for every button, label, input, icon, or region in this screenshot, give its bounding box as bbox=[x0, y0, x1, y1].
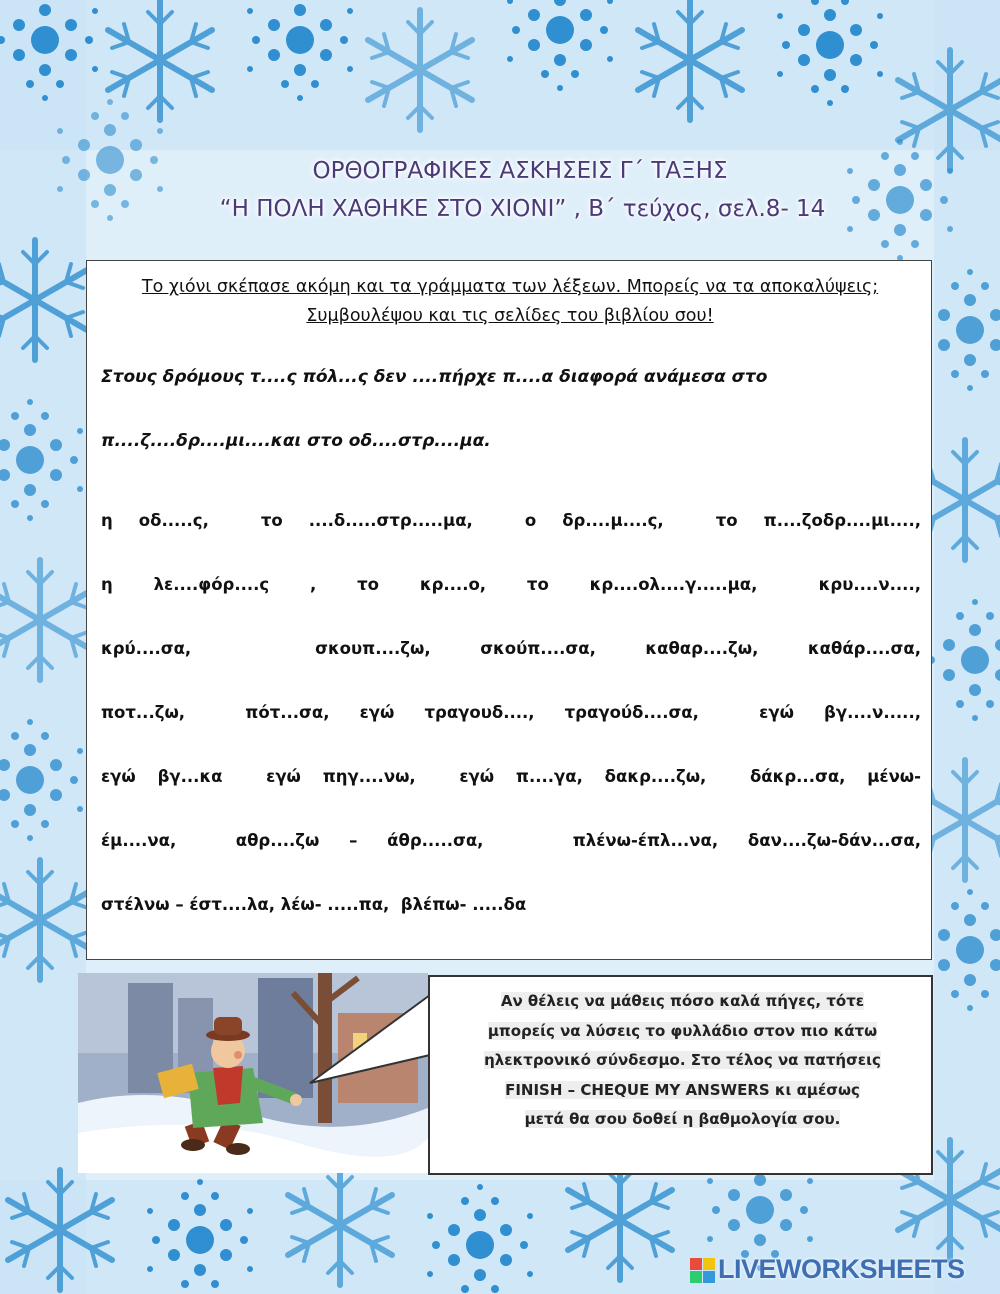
instructions-text: Το χιόνι σκέπασε ακόμη και τα γράμματα των λέξεων. Μπορείς να τα αποκαλύψεις; Συμβουλέψου και τις σελίδες του βιβλίου σου! bbox=[141, 277, 879, 326]
callout-line-3: ηλεκτρονικό σύνδεσμο. Στο τέλος να πατήσεις bbox=[484, 1051, 881, 1069]
title-line-2: “Η ΠΟΛΗ ΧΑΘΗΚΕ ΣΤΟ ΧΙΟΝΙ” , Β΄ τεύχος, σελ.8- 14 bbox=[219, 196, 826, 222]
word-line-4: ποτ...ζω, πότ...σα, εγώ τραγουδ...., τραγούδ....σα, εγώ βγ....ν....., bbox=[101, 703, 921, 722]
word-line-3: κρύ....σα, σκουπ....ζω, σκούπ....σα, καθαρ....ζω, καθάρ....σα, bbox=[101, 639, 921, 658]
title-line-1: ΟΡΘΟΓΡΑΦΙΚΕΣ ΑΣΚΗΣΕΙΣ Γ΄ ΤΑΞΗΣ bbox=[312, 158, 728, 184]
fill-in-sentence-line-1: Στους δρόμους τ....ς πόλ...ς δεν ....πήρχε π....α διαφορά ανάμεσα στο bbox=[101, 367, 768, 387]
liveworksheets-watermark[interactable] bbox=[690, 1250, 990, 1290]
page-title bbox=[0, 152, 1000, 228]
callout-line-1: Αν θέλεις να μάθεις πόσο καλά πήγες, τότε bbox=[500, 992, 865, 1010]
fill-in-sentence-line-2: π....ζ....δρ....μι....και στο οδ....στρ....μα. bbox=[101, 431, 491, 451]
callout-line-5: μετά θα σου δοθεί η βαθμολογία σου. bbox=[524, 1110, 841, 1128]
worksheet-box bbox=[86, 260, 932, 960]
word-line-7: στέλνω – έστ....λα, λέω- .....πα, βλέπω- .....δα bbox=[101, 895, 527, 914]
speech-bubble-text bbox=[460, 987, 905, 1135]
word-line-5: εγώ βγ...κα εγώ πηγ....νω, εγώ π....γα, δακρ....ζω, δάκρ...σα, μένω- bbox=[101, 767, 921, 786]
callout-line-2: μπορείς να λύσεις το φυλλάδιο στον πιο κάτω bbox=[487, 1021, 878, 1040]
word-line-6: έμ....να, αθρ....ζω – άθρ.....σα, πλένω-έπλ...να, δαν....ζω-δάν...σα, bbox=[101, 831, 921, 850]
speech-bubble bbox=[428, 975, 933, 1175]
liveworksheets-logo-icon bbox=[690, 1258, 716, 1284]
liveworksheets-brand-text: LIVEWORKSHEETS bbox=[718, 1254, 965, 1284]
callout-line-4: FINISH – CHEQUE MY ANSWERS κι αμέσως bbox=[505, 1080, 860, 1099]
word-line-1: η οδ.....ς, το ....δ.....στρ.....μα, ο δρ....μ....ς, το π....ζοδρ....μι...., bbox=[101, 511, 921, 530]
word-line-2: η λε....φόρ....ς , το κρ....ο, το κρ....ολ....γ.....μα, κρυ....ν...., bbox=[101, 575, 921, 594]
speech-bubble-tail bbox=[300, 975, 440, 1115]
